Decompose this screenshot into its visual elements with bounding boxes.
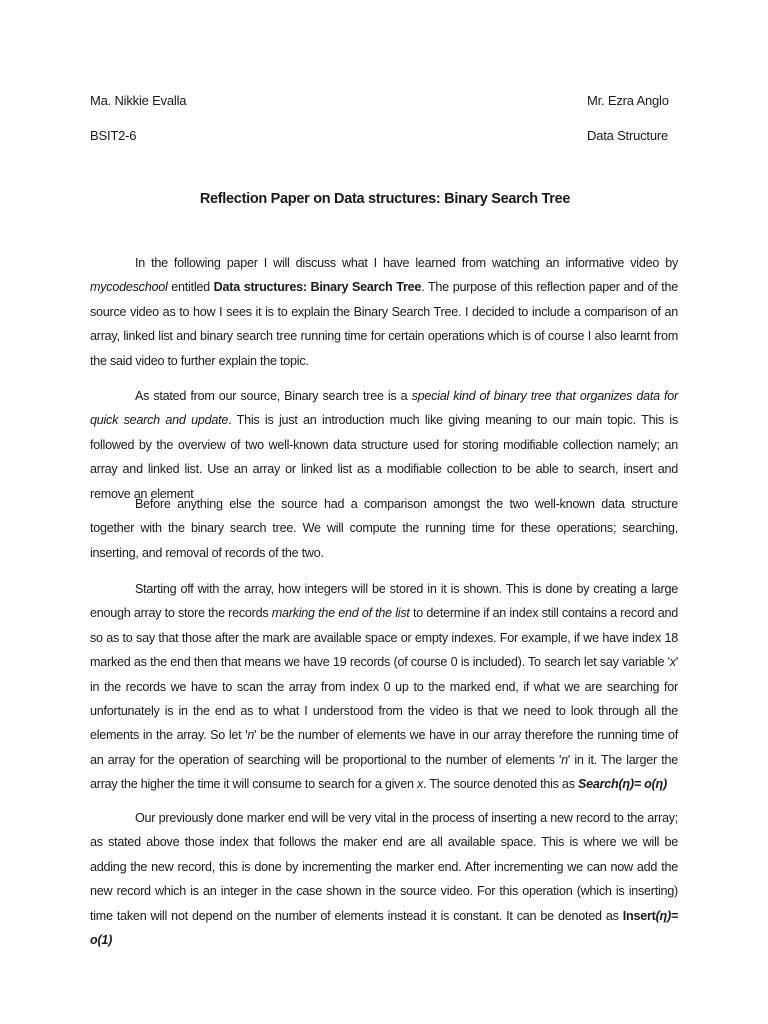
- paper-title: Reflection Paper on Data structures: Binary Search Tree: [199, 191, 571, 207]
- paragraph-2: As stated from our source, Binary search tree is a special kind of binary tree that organizes data for quick search and update. This is just an introduction much like giving meaning to our main topic. This is followed by the overview of two well-known data structure used for storing modifiable collection namely; an array and linked list. Use an array or linked list as a modifiable collection to be able to search, insert and remove an element: [90, 389, 679, 501]
- section: BSIT2-6: [90, 128, 137, 143]
- search-formula: Search(η)= o(η): [577, 777, 667, 792]
- instructor-name: Mr. Ezra Anglo: [587, 93, 669, 108]
- header-row-2: [90, 128, 680, 144]
- paragraph-4: Starting off with the array, how integers will be stored in it is shown. This is done by creating a large enough array to store the records marking the end of the list to determine if an index still contains a record and so as to say that those after the mark are available space or empty indexes. For example, if we have index 18 marked as the end then that means we have 19 records (of course 0 is included). To search let say variable 'x' in the records we have to scan the array from index 0 up to the marked end, if what we are searching for unfortunately is in the end as to what I understood from the video is that we need to look through all the elements in the array. So let 'n' be the number of elements we have in our array therefore the running time of an array for the operation of searching will be proportional to the number of elements 'n' in it. The larger the array the higher the time it will consume to search for a given x. The source denoted this as Search(η)= o(η): [90, 582, 678, 792]
- paragraph-3: Before anything else the source had a comparison amongst the two well-known data structure together with the binary search tree. We will compute the running time for these operations; searching, inserting, and removal of records of the two.: [90, 497, 678, 560]
- insert-formula-name: Insert: [622, 908, 656, 923]
- subject: Data Structure: [587, 128, 669, 143]
- insert-formula: (η)= o(1): [90, 908, 678, 948]
- header-row-1: [90, 93, 680, 109]
- paragraph-1: In the following paper I will discuss what I have learned from watching an informative video by mycodeschool entitled Data structures: Binary Search Tree. The purpose of this reflection paper and of the source video as to how I sees it is to explain the Binary Search Tree. I decided to include a comparison of an array, linked list and binary search tree running time for certain operations which is of course I also learnt from the said video to further explain the topic.: [90, 256, 679, 368]
- student-name: Ma. Nikkie Evalla: [90, 93, 187, 108]
- paragraph-5: Our previously done marker end will be very vital in the process of inserting a new record to the array; as stated above those index that follows the maker end are all available space. This is where we will be adding the new record, this is done by incrementing the marker end. After incrementing we can now add the new record which is an integer in the case shown in the source video. For this operation (which is inserting) time taken will not depend on the number of elements instead it is constant. It can be denoted as Insert(η)= o(1): [90, 811, 678, 948]
